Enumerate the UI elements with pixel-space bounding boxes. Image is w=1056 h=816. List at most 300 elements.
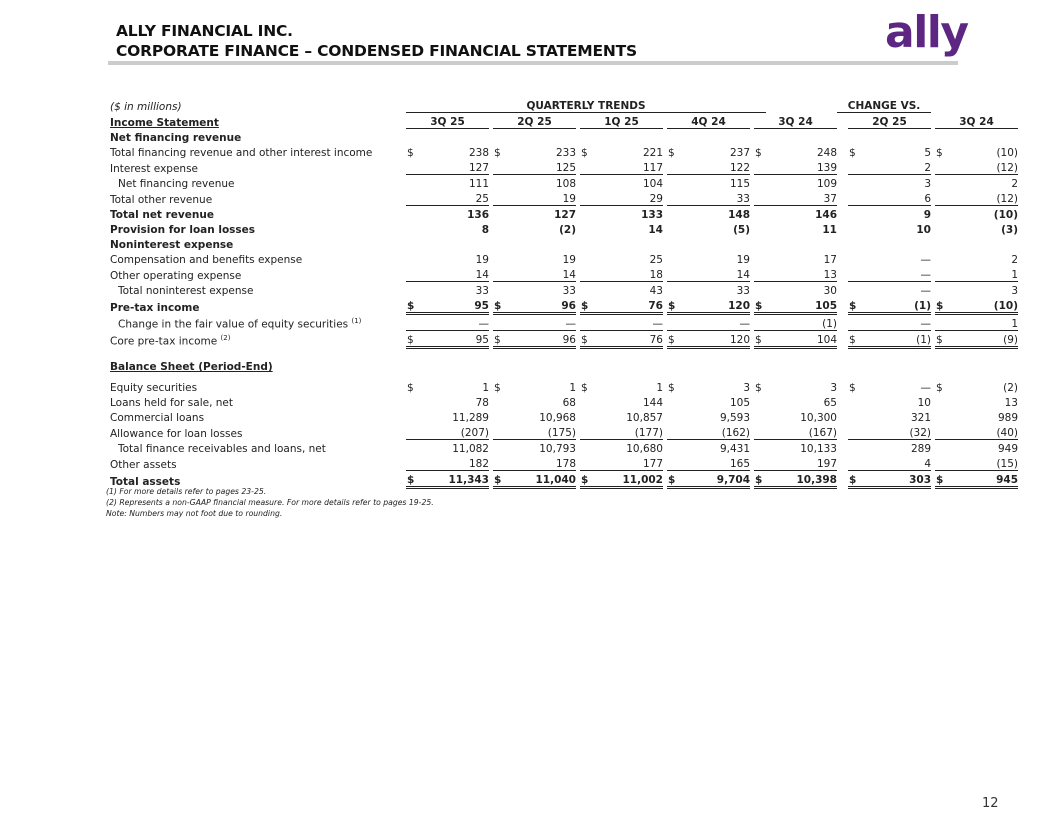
value-cell: — [418,314,489,331]
dollar-sign [848,175,860,191]
dollar-sign: $ [936,382,943,394]
footnote-note: Note: Numbers may not foot due to rounding. [106,509,283,518]
row-label [108,424,402,440]
value-cell: 33 [736,285,750,297]
row-label [108,440,402,456]
dollar-sign [580,251,592,266]
dollar-sign [935,159,947,175]
column-header-row [108,113,1018,129]
dollar-sign: $ [493,297,505,314]
value-cell [766,129,837,145]
value-cell [592,236,663,251]
dollar-sign [848,129,860,145]
value-cell: 109 [816,178,837,190]
value-cell: 8 [481,224,489,236]
dollar-sign [406,129,418,145]
value-cell: 13 [766,266,837,282]
value-cell: 120 [679,297,750,314]
dollar-sign [493,440,505,456]
value-cell: 3 [1011,285,1018,297]
value-cell: 1 [482,382,489,394]
header-divider [108,61,958,65]
column-header: 3Q 24 [935,113,1018,129]
dollar-sign [493,236,505,251]
dollar-sign [667,221,679,236]
dollar-sign [667,394,679,409]
ally-logo: ally [885,7,968,58]
row-label [108,394,402,409]
dollar-sign: $ [935,331,947,348]
value-cell: 949 [997,443,1018,455]
dollar-sign [580,424,592,440]
table-row [108,236,1018,251]
dollar-sign [406,206,418,222]
value-cell [592,129,663,145]
value-cell: 197 [766,455,837,471]
dollar-sign: $ [754,471,766,488]
value-cell: (175) [505,424,576,440]
table-row [108,297,1018,314]
value-cell: 1 [656,382,663,394]
value-cell: 3 [743,382,750,394]
dollar-sign [493,206,505,222]
dollar-sign [493,266,505,282]
dollar-sign [493,190,505,206]
dollar-sign [935,282,947,298]
table-row [108,455,1018,471]
value-cell: 25 [418,190,489,206]
value-cell: 4 [860,455,931,471]
value-cell: 989 [997,412,1018,424]
dollar-sign: $ [848,331,860,348]
row-label-text: Total finance receivables and loans, net [118,443,326,455]
value-cell: 10,793 [539,443,576,455]
value-cell: 13 [1004,397,1018,409]
value-cell: (5) [733,224,750,236]
table-row [108,331,1018,348]
dollar-sign: $ [848,471,860,488]
dollar-sign [580,409,592,424]
value-cell [860,236,931,251]
value-cell: 11,343 [418,471,489,488]
value-cell: 108 [555,178,576,190]
row-label-text: Allowance for loan losses [110,427,243,440]
value-cell: 177 [592,455,663,471]
dollar-sign [935,236,947,251]
value-cell: 9 [923,209,931,221]
dollar-sign [754,175,766,191]
row-label-text: Compensation and benefits expense [110,254,303,266]
dollar-sign [754,159,766,175]
value-cell: 148 [728,209,750,221]
table-row [108,394,1018,409]
value-cell [947,129,1018,145]
value-cell: (10) [947,297,1018,314]
dollar-sign [493,221,505,236]
row-label-text: Loans held for sale, net [110,397,233,409]
dollar-sign [754,129,766,145]
value-cell [860,129,931,145]
value-cell: 139 [766,159,837,175]
dollar-sign: $ [407,382,414,394]
dollar-sign [935,409,947,424]
dollar-sign [406,440,418,456]
dollar-sign [848,251,860,266]
dollar-sign: $ [849,147,856,159]
statement-title: CORPORATE FINANCE – CONDENSED FINANCIAL STATEMENTS [116,42,637,60]
dollar-sign [406,175,418,191]
value-cell: 10 [916,224,931,236]
value-cell: — [920,285,931,297]
dollar-sign [935,424,947,440]
value-cell: 10,968 [539,412,576,424]
dollar-sign [406,314,418,331]
dollar-sign [935,129,947,145]
row-label-text: Equity securities [110,382,198,394]
row-label-text: Interest expense [110,162,198,175]
dollar-sign: $ [406,471,418,488]
table-row [108,251,1018,266]
value-cell: (9) [947,331,1018,348]
value-cell: (3) [1001,224,1018,236]
dollar-sign [493,314,505,331]
value-cell [947,236,1018,251]
value-cell: 945 [947,471,1018,488]
dollar-sign [848,221,860,236]
value-cell: 29 [592,190,663,206]
value-cell: 9,593 [719,412,750,424]
table-row [108,144,1018,159]
row-label [108,221,402,236]
dollar-sign: $ [755,147,762,159]
row-label-text: Total financing revenue and other interest income [110,147,373,159]
dollar-sign: $ [754,297,766,314]
footnote-1: (1) For more details refer to pages 23-25. [106,487,267,496]
dollar-sign [935,440,947,456]
dollar-sign: $ [580,297,592,314]
row-label [108,159,402,175]
dollar-sign [580,455,592,471]
dollar-sign: $ [667,297,679,314]
value-cell: (207) [418,424,489,440]
dollar-sign [935,455,947,471]
footnote-ref: (2) [220,334,231,342]
dollar-sign [406,282,418,298]
dollar-sign [406,266,418,282]
dollar-sign [667,409,679,424]
value-cell: — [920,254,931,266]
dollar-sign [848,394,860,409]
value-cell: 146 [815,209,837,221]
row-label-text: Provision for loan losses [110,224,256,236]
dollar-sign [754,409,766,424]
balance-sheet-heading-row [108,358,1018,373]
dollar-sign: $ [935,471,947,488]
dollar-sign [754,251,766,266]
row-label-text: Commercial loans [110,412,205,424]
value-cell: 221 [642,147,663,159]
dollar-sign [667,206,679,222]
value-cell: 96 [505,331,576,348]
value-cell [679,236,750,251]
dollar-sign [848,266,860,282]
value-cell: 10,133 [800,443,837,455]
value-cell: 14 [505,266,576,282]
company-name: ALLY FINANCIAL INC. [116,22,293,40]
dollar-sign [580,282,592,298]
dollar-sign [406,190,418,206]
report-header [116,21,637,61]
value-cell: 14 [648,224,663,236]
row-label-text: Net financing revenue [110,132,242,144]
value-cell: 2 [1011,254,1018,266]
dollar-sign [667,266,679,282]
table-row [108,282,1018,298]
row-label-text: Total assets [110,475,181,488]
row-label [108,266,402,282]
dollar-sign [580,440,592,456]
quarterly-trends-header: QUARTERLY TRENDS [406,97,766,113]
value-cell: 165 [679,455,750,471]
dollar-sign [406,251,418,266]
row-label-text: Total net revenue [110,209,214,221]
value-cell [505,129,576,145]
value-cell: 2 [1011,178,1018,190]
table-row [108,175,1018,191]
value-cell: 238 [468,147,489,159]
dollar-sign [935,266,947,282]
dollar-sign [935,175,947,191]
value-cell: 289 [910,443,931,455]
row-label-text: Change in the fair value of equity securities [118,318,349,331]
value-cell: 120 [679,331,750,348]
dollar-sign [754,190,766,206]
value-cell: 9,704 [679,471,750,488]
row-label [108,190,402,206]
row-label [108,379,402,394]
value-cell: 104 [766,331,837,348]
row-label [108,129,402,145]
dollar-sign [493,251,505,266]
table-row [108,409,1018,424]
value-cell: 233 [555,147,576,159]
row-label-text: Total noninterest expense [118,285,254,297]
row-label-text: Core pre-tax income [110,335,218,348]
value-cell: 3 [830,382,837,394]
table-row [108,190,1018,206]
value-cell: 2 [860,159,931,175]
value-cell: 11,040 [505,471,576,488]
value-cell: — [920,382,931,394]
value-cell: 117 [592,159,663,175]
dollar-sign [754,455,766,471]
value-cell: — [860,266,931,282]
dollar-sign [754,282,766,298]
dollar-sign: $ [667,471,679,488]
dollar-sign [580,266,592,282]
dollar-sign [580,314,592,331]
value-cell: 19 [562,254,576,266]
value-cell: 33 [475,285,489,297]
dollar-sign: $ [580,331,592,348]
dollar-sign [754,266,766,282]
value-cell: 76 [592,331,663,348]
dollar-sign: $ [935,297,947,314]
value-cell: 3 [924,178,931,190]
value-cell: 65 [823,397,837,409]
group-header-row [108,97,1018,113]
value-cell: (177) [592,424,663,440]
footnote-ref: (1) [351,317,362,325]
dollar-sign: $ [581,382,588,394]
value-cell: 111 [468,178,489,190]
value-cell: 14 [418,266,489,282]
dollar-sign [406,394,418,409]
dollar-sign [935,221,947,236]
value-cell: (1) [860,297,931,314]
income-statement-heading: Income Statement [110,116,219,129]
value-cell: 30 [823,285,837,297]
value-cell: 96 [505,297,576,314]
dollar-sign [667,129,679,145]
row-label-text: Net financing revenue [118,178,235,190]
table-row [108,471,1018,488]
dollar-sign [406,221,418,236]
dollar-sign [667,455,679,471]
value-cell: (1) [860,331,931,348]
dollar-sign: $ [407,147,414,159]
value-cell: (32) [860,424,931,440]
dollar-sign [754,424,766,440]
value-cell: 182 [418,455,489,471]
row-label [108,314,402,331]
table-row [108,314,1018,331]
value-cell: 125 [505,159,576,175]
dollar-sign [935,251,947,266]
value-cell: 11,289 [452,412,489,424]
row-label [108,144,402,159]
dollar-sign [580,394,592,409]
dollar-sign [406,455,418,471]
dollar-sign: $ [668,147,675,159]
dollar-sign [667,424,679,440]
value-cell: 105 [729,397,750,409]
value-cell: 33 [562,285,576,297]
balance-sheet-heading: Balance Sheet (Period-End) [110,361,273,373]
row-label-text: Pre-tax income [110,301,200,314]
dollar-sign [667,175,679,191]
column-header: 2Q 25 [493,113,576,129]
table-row [108,159,1018,175]
value-cell: 76 [592,297,663,314]
value-cell: 11,082 [452,443,489,455]
dollar-sign [667,190,679,206]
dollar-sign: $ [849,382,856,394]
dollar-sign [848,282,860,298]
dollar-sign [406,424,418,440]
value-cell: 14 [679,266,750,282]
dollar-sign: $ [581,147,588,159]
table-row [108,379,1018,394]
column-header: 1Q 25 [580,113,663,129]
value-cell [505,236,576,251]
dollar-sign: $ [755,382,762,394]
table-row [108,206,1018,222]
value-cell: 43 [649,285,663,297]
row-label [108,455,402,471]
dollar-sign [580,221,592,236]
financial-table [108,97,1018,489]
value-cell: — [592,314,663,331]
dollar-sign [848,159,860,175]
dollar-sign [493,394,505,409]
column-header: 3Q 24 [754,113,837,129]
value-cell: 37 [766,190,837,206]
value-cell [418,129,489,145]
row-label-text: Other assets [110,458,177,471]
page-number: 12 [982,796,999,811]
dollar-sign: $ [493,331,505,348]
value-cell: 5 [924,147,931,159]
value-cell: 95 [418,297,489,314]
dollar-sign: $ [936,147,943,159]
value-cell: (15) [947,455,1018,471]
value-cell: 104 [642,178,663,190]
row-label [108,282,402,298]
value-cell: (12) [947,190,1018,206]
dollar-sign [580,206,592,222]
footnote-2: (2) Represents a non-GAAP financial measure. For more details refer to pages 19-25. [106,498,434,507]
row-label [108,175,402,191]
dollar-sign [754,314,766,331]
row-label [108,471,402,488]
value-cell: — [505,314,576,331]
dollar-sign [667,159,679,175]
table-row [108,424,1018,440]
value-cell: 25 [649,254,663,266]
dollar-sign [667,440,679,456]
dollar-sign [935,190,947,206]
dollar-sign [493,455,505,471]
value-cell: (167) [766,424,837,440]
dollar-sign [580,129,592,145]
dollar-sign [580,159,592,175]
value-cell: 18 [592,266,663,282]
dollar-sign [935,394,947,409]
dollar-sign [493,129,505,145]
value-cell: (1) [766,314,837,331]
dollar-sign [848,440,860,456]
value-cell: — [860,314,931,331]
dollar-sign: $ [406,331,418,348]
value-cell: 95 [418,331,489,348]
dollar-sign: $ [494,147,501,159]
value-cell: 105 [766,297,837,314]
row-label [108,251,402,266]
dollar-sign [754,440,766,456]
value-cell: 1 [947,266,1018,282]
value-cell: 136 [467,209,489,221]
value-cell: 19 [505,190,576,206]
value-cell: 237 [729,147,750,159]
dollar-sign [493,159,505,175]
table-row [108,129,1018,145]
column-header: 2Q 25 [848,113,931,129]
dollar-sign [406,159,418,175]
value-cell [418,236,489,251]
value-cell: 11 [822,224,837,236]
value-cell: (162) [679,424,750,440]
